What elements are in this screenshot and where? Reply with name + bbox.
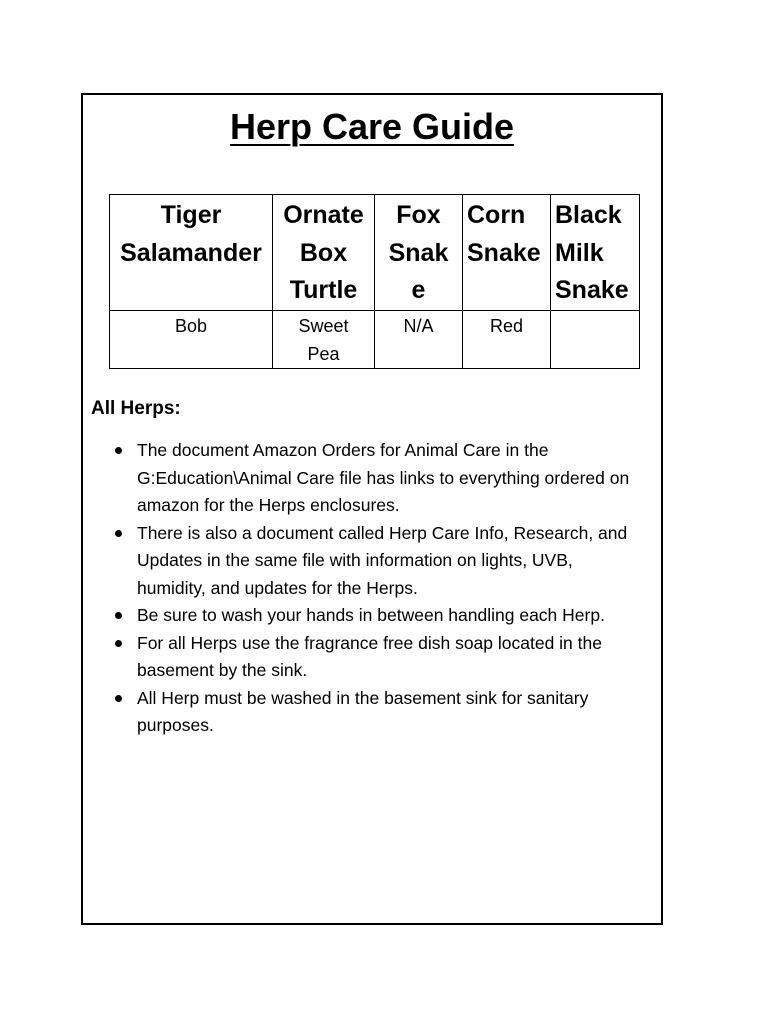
header-line: Snak <box>388 238 449 267</box>
list-item <box>112 602 660 630</box>
list-item-line: G:Education\Animal Care file has links to everything ordered on <box>137 467 630 488</box>
header-line: Turtle <box>289 276 358 304</box>
list-item <box>112 685 660 740</box>
cell-line: Red <box>489 315 524 336</box>
header-black-milk-snake <box>551 195 640 311</box>
header-line: Snake <box>467 238 541 267</box>
table-cell <box>375 310 463 368</box>
header-line: Box <box>299 238 348 267</box>
document-title: Herp Care Guide <box>229 106 515 147</box>
section-heading: All Herps: <box>91 398 181 419</box>
herp-names-table <box>109 194 640 369</box>
table-cell <box>463 310 551 368</box>
header-corn-snake <box>463 195 551 311</box>
list-item-line: All Herp must be washed in the basement sink for sanitary <box>137 687 589 708</box>
header-line: e <box>411 276 426 304</box>
table-cell <box>110 310 273 368</box>
table-cell-empty <box>551 310 640 368</box>
header-line: Salamander <box>120 238 262 267</box>
header-line: Ornate <box>283 201 364 229</box>
care-instructions-list <box>112 437 660 740</box>
cell-line: N/A <box>403 315 434 336</box>
table-row <box>110 310 640 368</box>
bullet-icon <box>115 695 122 702</box>
bullet-icon <box>115 447 122 454</box>
list-item-line: For all Herps use the fragrance free dish soap located in the <box>137 632 602 653</box>
header-line: Milk <box>555 238 604 267</box>
list-item-line: Updates in the same file with information on lights, UVB, <box>137 550 573 570</box>
table-header-row <box>110 195 640 311</box>
bullet-icon <box>115 530 122 537</box>
header-tiger-salamander <box>110 195 273 311</box>
table-cell <box>273 310 375 368</box>
list-item-line: amazon for the Herps enclosures. <box>137 495 400 515</box>
list-item-line: basement by the sink. <box>137 660 308 680</box>
list-item <box>112 630 660 685</box>
bullet-icon <box>115 612 122 619</box>
header-fox-snake <box>375 195 463 311</box>
list-item-line: humidity, and updates for the Herps. <box>137 577 418 598</box>
cell-line: Bob <box>174 315 208 336</box>
header-line: Corn <box>467 201 526 229</box>
header-line: Black <box>555 201 622 229</box>
list-item <box>112 437 660 520</box>
header-ornate-box-turtle <box>273 195 375 311</box>
list-item-line: purposes. <box>137 715 214 735</box>
list-item-line: The document Amazon Orders for Animal Care in the <box>137 440 549 460</box>
cell-line: Sweet <box>298 315 349 336</box>
bullet-icon <box>115 640 122 647</box>
cell-line: Pea <box>307 343 340 364</box>
header-line: Fox <box>396 201 441 229</box>
list-item <box>112 520 660 603</box>
list-item-line: Be sure to wash your hands in between handling each Herp. <box>137 605 605 625</box>
header-line: Tiger <box>160 201 222 229</box>
list-item-line: There is also a document called Herp Care Info, Research, and <box>137 522 628 543</box>
header-line: Snake <box>555 276 629 304</box>
